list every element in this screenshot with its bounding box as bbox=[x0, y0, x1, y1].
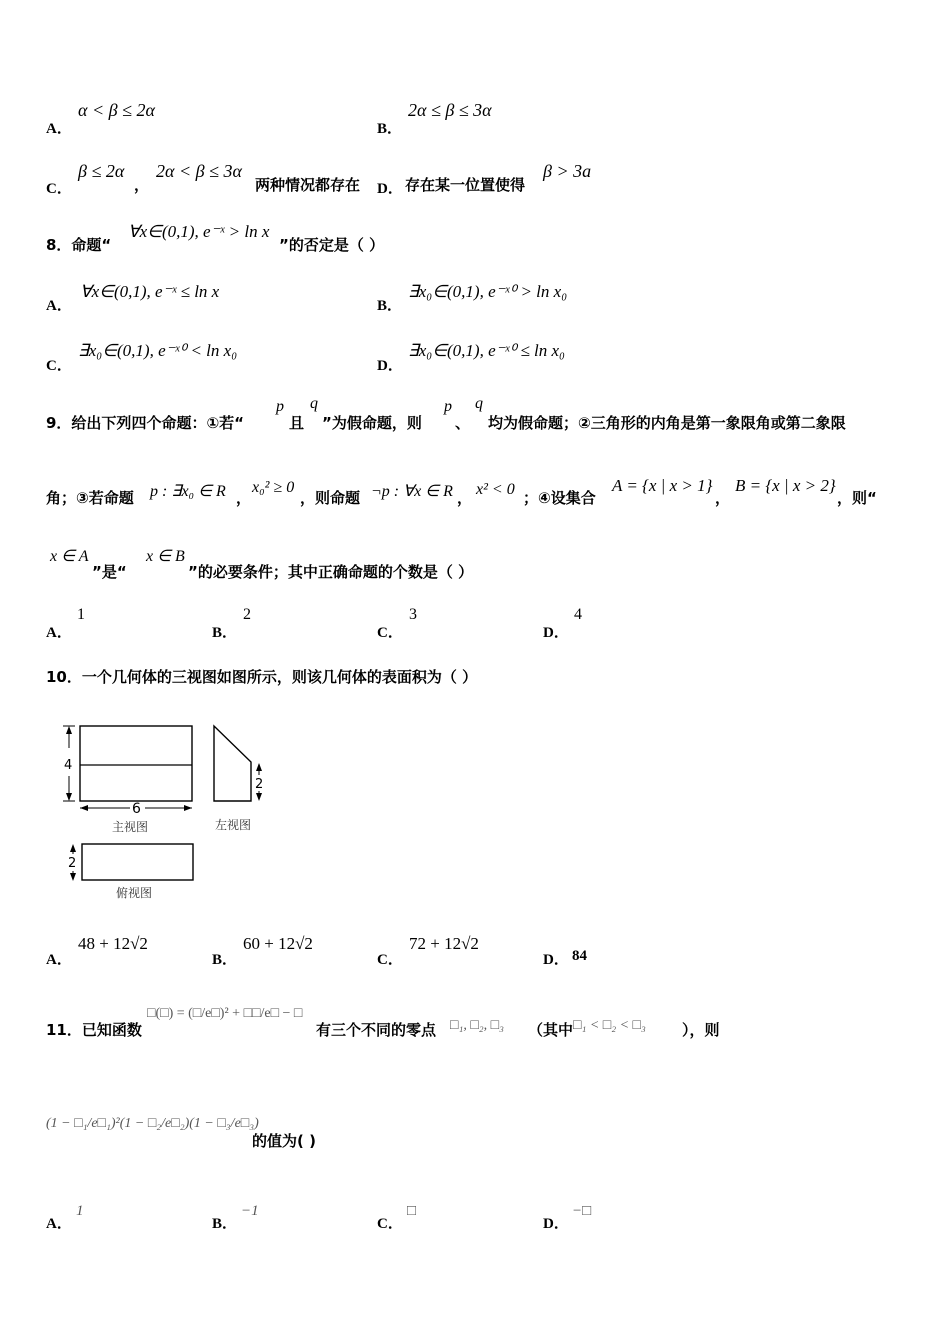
q7-option-c-math1: β ≤ 2α bbox=[78, 161, 125, 181]
q10-option-b-math: 60 + 12√2 bbox=[243, 934, 313, 953]
q11-option-d-val: −□ bbox=[572, 1203, 592, 1219]
front-view-label: 主视图 bbox=[112, 820, 149, 834]
q11-option-b-label: B． bbox=[212, 1216, 238, 1232]
q9-math-3: ¬p : ∀x ∈ R bbox=[371, 483, 453, 500]
dim-2-top-arrow-bottom bbox=[70, 873, 76, 881]
q9-option-d-val: 4 bbox=[574, 606, 582, 623]
q10-option-c-label: C． bbox=[377, 952, 403, 968]
top-view-rect bbox=[82, 844, 193, 880]
q9-text-6: ；④设集合 bbox=[523, 489, 596, 507]
q9-sep: 、 bbox=[455, 414, 471, 432]
q7-option-b-label: B． bbox=[377, 121, 403, 137]
q10-option-d-val: 84 bbox=[572, 948, 587, 964]
q9-comma-1: ， bbox=[236, 489, 252, 507]
q11-text-4: ），则 bbox=[682, 1021, 720, 1039]
q11-option-a-label: A． bbox=[46, 1216, 72, 1232]
q9-q-2: q bbox=[475, 395, 483, 412]
q11-text-5: 的值为( ) bbox=[252, 1132, 316, 1150]
q7-option-a-math: α < β ≤ 2α bbox=[78, 100, 155, 120]
q8-option-c-math: ∃x₀∈(0,1), e⁻ˣ⁰ < ln x₀ bbox=[78, 341, 238, 360]
q9-math-7: x ∈ A bbox=[50, 548, 89, 565]
q8-option-a-label: A． bbox=[46, 298, 72, 314]
three-view-diagram bbox=[55, 718, 275, 903]
q9-option-a-val: 1 bbox=[77, 606, 85, 623]
q9-math-5: A = {x | x > 1} bbox=[612, 476, 713, 495]
dim-6-arrow-right bbox=[184, 805, 192, 811]
q9-text-5: ，则命题 bbox=[300, 489, 361, 507]
side-view-shape bbox=[214, 726, 251, 801]
q7-option-d-label: D． bbox=[377, 181, 403, 197]
q11-option-a-val: 1 bbox=[76, 1203, 84, 1219]
dim-4-text: 4 bbox=[64, 758, 73, 773]
dim-2-top-text: 2 bbox=[68, 856, 77, 871]
q10-stem: 10．一个几何体的三视图如图所示，则该几何体的表面积为（ ） bbox=[46, 668, 478, 686]
dim-6-text: 6 bbox=[132, 801, 141, 817]
q10-option-c-math: 72 + 12√2 bbox=[409, 934, 479, 953]
q8-option-b-math: ∃x₀∈(0,1), e⁻ˣ⁰ > ln x₀ bbox=[408, 282, 568, 301]
q9-math-8: x ∈ B bbox=[146, 548, 185, 565]
q9-text-4: 角；③若命题 bbox=[46, 489, 134, 507]
q8-option-b-label: B． bbox=[377, 298, 403, 314]
q7-option-a-label: A． bbox=[46, 121, 72, 137]
q9-math-1: p : ∃x₀ ∈ R bbox=[150, 483, 226, 500]
q7-option-d-text: 存在某一位置使得 bbox=[405, 176, 526, 194]
q8-option-a-math: ∀x∈(0,1), e⁻ˣ ≤ ln x bbox=[80, 282, 220, 301]
q9-and: 且 bbox=[289, 414, 305, 432]
q10-option-a-label: A． bbox=[46, 952, 72, 968]
q8-option-c-label: C． bbox=[46, 358, 72, 374]
q8-option-d-label: D． bbox=[377, 358, 403, 374]
q9-text-1: 9．给出下列四个命题：①若“ bbox=[46, 414, 244, 432]
front-view-rect bbox=[80, 726, 192, 801]
dim-4-arrow-bottom bbox=[66, 793, 72, 801]
q7-option-d-math: β > 3a bbox=[543, 161, 592, 181]
top-view-label: 俯视图 bbox=[116, 886, 153, 900]
q11-text-1: 11．已知函数 bbox=[46, 1021, 142, 1039]
q11-expression: (1 − □₁/e□₁)²(1 − □₂/e□₂)(1 − □₃/e□₃) bbox=[46, 1116, 259, 1131]
q8-stem-suffix: ”的否定是（ ） bbox=[279, 236, 385, 254]
q9-text-3: 均为假命题；②三角形的内角是第一象限角或第二象限 bbox=[488, 414, 846, 432]
side-view-label: 左视图 bbox=[215, 818, 252, 832]
q9-math-4: x² < 0 bbox=[476, 481, 515, 498]
q7-option-c-text: 两种情况都存在 bbox=[255, 176, 361, 194]
q9-option-c-val: 3 bbox=[409, 606, 417, 623]
q9-text-7: ，则“ bbox=[837, 489, 877, 507]
q9-math-2: x₀² ≥ 0 bbox=[252, 479, 295, 496]
q9-q: q bbox=[310, 395, 318, 412]
q11-option-c-val: □ bbox=[407, 1203, 417, 1219]
q9-math-6: B = {x | x > 2} bbox=[735, 476, 836, 495]
q9-text-8: ”是“ bbox=[92, 563, 127, 581]
dim-6-arrow-left bbox=[80, 805, 88, 811]
q11-text-3: （其中 bbox=[528, 1021, 574, 1039]
q7-option-c-math2: 2α < β ≤ 3α bbox=[156, 161, 242, 181]
dim-4-arrow-top bbox=[66, 726, 72, 734]
q7-option-c-label: C． bbox=[46, 181, 72, 197]
q8-stem-math: ∀x∈(0,1), e⁻ˣ > ln x bbox=[128, 222, 270, 241]
q10-option-a-math: 48 + 12√2 bbox=[78, 934, 148, 953]
q11-option-b-val: −1 bbox=[241, 1203, 259, 1219]
dim-2-side-arrow-top bbox=[256, 763, 262, 771]
q8-option-d-math: ∃x₀∈(0,1), e⁻ˣ⁰ ≤ ln x₀ bbox=[408, 341, 565, 360]
q7-option-c-sep: ， bbox=[134, 176, 150, 194]
dim-2-side-arrow-bottom bbox=[256, 793, 262, 801]
q10-option-d-label: D． bbox=[543, 952, 569, 968]
q9-comma-2: ， bbox=[457, 489, 473, 507]
q9-comma-3: ， bbox=[715, 489, 731, 507]
q8-stem-prefix: 8．命题“ bbox=[46, 236, 112, 254]
q9-option-c-label: C． bbox=[377, 625, 403, 641]
q9-option-d-label: D． bbox=[543, 625, 569, 641]
q9-p: p bbox=[276, 398, 284, 415]
q11-order: □₁ < □₂ < □₃ bbox=[573, 1018, 646, 1033]
dim-2-side-text: 2 bbox=[255, 777, 264, 792]
q9-text-2: ”为假命题，则 bbox=[322, 414, 422, 432]
q9-option-b-label: B． bbox=[212, 625, 238, 641]
q11-text-2: 有三个不同的零点 bbox=[316, 1021, 437, 1039]
q11-option-c-label: C． bbox=[377, 1216, 403, 1232]
q7-option-b-math: 2α ≤ β ≤ 3α bbox=[408, 100, 492, 120]
q9-text-9: ”的必要条件；其中正确命题的个数是（ ） bbox=[188, 563, 474, 581]
dim-2-top-arrow-top bbox=[70, 844, 76, 852]
q11-function-math: □(□) = (□/e□)² + □□/e□ − □ bbox=[147, 1006, 303, 1021]
q11-zeros: □₁, □₂, □₃ bbox=[450, 1018, 504, 1033]
q9-option-a-label: A． bbox=[46, 625, 72, 641]
q10-option-b-label: B． bbox=[212, 952, 238, 968]
q9-p-2: p bbox=[444, 398, 452, 415]
q11-option-d-label: D． bbox=[543, 1216, 569, 1232]
q9-option-b-val: 2 bbox=[243, 606, 251, 623]
